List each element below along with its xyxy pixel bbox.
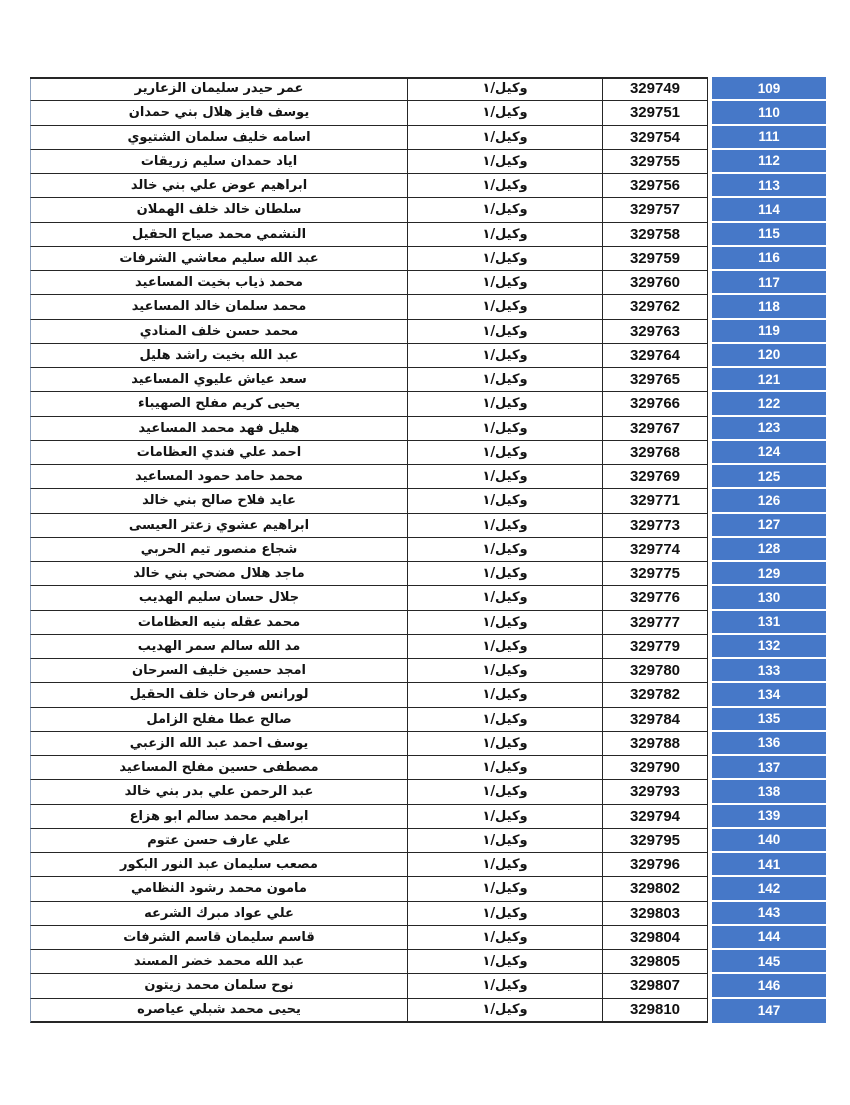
row-number-cell: 113 <box>712 174 826 198</box>
serial-number-cell: 329767 <box>603 417 708 441</box>
row-number-cell: 138 <box>712 780 826 804</box>
rank-cell: وكيل/١ <box>408 320 603 344</box>
serial-number-cell: 329749 <box>603 77 708 101</box>
row-number-cell: 128 <box>712 538 826 562</box>
table-row <box>30 683 826 707</box>
serial-number-cell: 329756 <box>603 174 708 198</box>
table-row <box>30 902 826 926</box>
member-name-cell: عبد الله بخيت راشد هليل <box>30 344 408 368</box>
serial-number-cell: 329810 <box>603 999 708 1023</box>
table-row <box>30 198 826 222</box>
rank-cell: وكيل/١ <box>408 295 603 319</box>
row-number-cell: 139 <box>712 805 826 829</box>
serial-number-cell: 329763 <box>603 320 708 344</box>
table-row <box>30 853 826 877</box>
serial-number-cell: 329780 <box>603 659 708 683</box>
table-row <box>30 611 826 635</box>
rank-cell: وكيل/١ <box>408 392 603 416</box>
roster-table-body <box>30 77 826 1023</box>
member-name-cell: عبد الله محمد خضر المسند <box>30 950 408 974</box>
rank-cell: وكيل/١ <box>408 562 603 586</box>
table-row <box>30 659 826 683</box>
table-row <box>30 538 826 562</box>
member-name-cell: يوسف احمد عبد الله الزعبي <box>30 732 408 756</box>
row-number-cell: 122 <box>712 392 826 416</box>
rank-cell: وكيل/١ <box>408 902 603 926</box>
member-name-cell: عايد فلاح صالح بني خالد <box>30 489 408 513</box>
serial-number-cell: 329751 <box>603 101 708 125</box>
member-name-cell: مصعب سليمان عبد النور البكور <box>30 853 408 877</box>
rank-cell: وكيل/١ <box>408 174 603 198</box>
row-number-cell: 140 <box>712 829 826 853</box>
rank-cell: وكيل/١ <box>408 635 603 659</box>
rank-cell: وكيل/١ <box>408 780 603 804</box>
table-top-border <box>30 77 708 79</box>
table-row <box>30 974 826 998</box>
serial-number-cell: 329765 <box>603 368 708 392</box>
serial-number-cell: 329764 <box>603 344 708 368</box>
member-name-cell: محمد حسن خلف المنادي <box>30 320 408 344</box>
rank-cell: وكيل/١ <box>408 77 603 101</box>
table-row <box>30 562 826 586</box>
table-row <box>30 271 826 295</box>
rank-cell: وكيل/١ <box>408 223 603 247</box>
row-number-cell: 142 <box>712 877 826 901</box>
rank-cell: وكيل/١ <box>408 829 603 853</box>
rank-cell: وكيل/١ <box>408 489 603 513</box>
rank-cell: وكيل/١ <box>408 853 603 877</box>
rank-cell: وكيل/١ <box>408 126 603 150</box>
member-name-cell: عمر حيدر سليمان الزعارير <box>30 77 408 101</box>
member-name-cell: محمد عقله بنيه العظامات <box>30 611 408 635</box>
row-number-cell: 132 <box>712 635 826 659</box>
rank-cell: وكيل/١ <box>408 101 603 125</box>
serial-number-cell: 329771 <box>603 489 708 513</box>
serial-number-cell: 329805 <box>603 950 708 974</box>
rank-cell: وكيل/١ <box>408 974 603 998</box>
member-name-cell: امجد حسين خليف السرحان <box>30 659 408 683</box>
serial-number-cell: 329766 <box>603 392 708 416</box>
serial-number-cell: 329760 <box>603 271 708 295</box>
rank-cell: وكيل/١ <box>408 344 603 368</box>
row-number-cell: 118 <box>712 295 826 319</box>
serial-number-cell: 329807 <box>603 974 708 998</box>
member-name-cell: يوسف فايز هلال بني حمدان <box>30 101 408 125</box>
row-number-cell: 126 <box>712 489 826 513</box>
member-name-cell: علي عواد مبرك الشرعه <box>30 902 408 926</box>
serial-number-cell: 329795 <box>603 829 708 853</box>
member-name-cell: شجاع منصور تيم الحربي <box>30 538 408 562</box>
row-number-cell: 112 <box>712 150 826 174</box>
member-name-cell: مد الله سالم سمر الهديب <box>30 635 408 659</box>
rank-cell: وكيل/١ <box>408 417 603 441</box>
table-row <box>30 174 826 198</box>
table-row <box>30 950 826 974</box>
table-row <box>30 586 826 610</box>
serial-number-cell: 329762 <box>603 295 708 319</box>
serial-number-cell: 329804 <box>603 926 708 950</box>
serial-number-cell: 329757 <box>603 198 708 222</box>
table-row <box>30 417 826 441</box>
rank-cell: وكيل/١ <box>408 441 603 465</box>
member-name-cell: اياد حمدان سليم زريقات <box>30 150 408 174</box>
rank-cell: وكيل/١ <box>408 538 603 562</box>
member-name-cell: يحيى كريم مفلح الصهيباء <box>30 392 408 416</box>
table-row <box>30 392 826 416</box>
member-name-cell: نوح سلمان محمد زيتون <box>30 974 408 998</box>
serial-number-cell: 329793 <box>603 780 708 804</box>
table-row <box>30 732 826 756</box>
rank-cell: وكيل/١ <box>408 732 603 756</box>
rank-cell: وكيل/١ <box>408 368 603 392</box>
row-number-cell: 141 <box>712 853 826 877</box>
table-row <box>30 344 826 368</box>
serial-number-cell: 329796 <box>603 853 708 877</box>
row-number-cell: 124 <box>712 441 826 465</box>
member-name-cell: ماجد هلال مضحي بني خالد <box>30 562 408 586</box>
serial-number-cell: 329794 <box>603 805 708 829</box>
table-row <box>30 514 826 538</box>
row-number-cell: 144 <box>712 926 826 950</box>
rank-cell: وكيل/١ <box>408 514 603 538</box>
rank-cell: وكيل/١ <box>408 683 603 707</box>
row-number-cell: 131 <box>712 611 826 635</box>
row-number-cell: 127 <box>712 514 826 538</box>
member-name-cell: علي عارف حسن عتوم <box>30 829 408 853</box>
table-row <box>30 635 826 659</box>
serial-number-cell: 329769 <box>603 465 708 489</box>
table-row <box>30 368 826 392</box>
row-number-cell: 134 <box>712 683 826 707</box>
member-name-cell: مصطفى حسين مفلح المساعيد <box>30 756 408 780</box>
row-number-cell: 145 <box>712 950 826 974</box>
table-row <box>30 999 826 1023</box>
rank-cell: وكيل/١ <box>408 659 603 683</box>
serial-number-cell: 329802 <box>603 877 708 901</box>
table-row <box>30 247 826 271</box>
serial-number-cell: 329774 <box>603 538 708 562</box>
member-name-cell: صالح عطا مفلح الزامل <box>30 708 408 732</box>
table-row <box>30 708 826 732</box>
member-name-cell: لورانس فرحان خلف الحقيل <box>30 683 408 707</box>
member-name-cell: عبد الرحمن علي بدر بني خالد <box>30 780 408 804</box>
rank-cell: وكيل/١ <box>408 926 603 950</box>
rank-cell: وكيل/١ <box>408 950 603 974</box>
serial-number-cell: 329773 <box>603 514 708 538</box>
member-name-cell: احمد علي فندي العظامات <box>30 441 408 465</box>
member-name-cell: سلطان خالد خلف الهملان <box>30 198 408 222</box>
row-number-cell: 114 <box>712 198 826 222</box>
table-row <box>30 223 826 247</box>
row-number-cell: 110 <box>712 101 826 125</box>
rank-cell: وكيل/١ <box>408 271 603 295</box>
row-number-cell: 111 <box>712 126 826 150</box>
serial-number-cell: 329776 <box>603 586 708 610</box>
rank-cell: وكيل/١ <box>408 756 603 780</box>
member-name-cell: محمد ذياب بخيت المساعيد <box>30 271 408 295</box>
rank-cell: وكيل/١ <box>408 999 603 1023</box>
serial-number-cell: 329779 <box>603 635 708 659</box>
row-number-cell: 133 <box>712 659 826 683</box>
row-number-cell: 115 <box>712 223 826 247</box>
serial-number-cell: 329758 <box>603 223 708 247</box>
rank-cell: وكيل/١ <box>408 877 603 901</box>
serial-number-cell: 329803 <box>603 902 708 926</box>
rank-cell: وكيل/١ <box>408 465 603 489</box>
table-row <box>30 756 826 780</box>
serial-number-cell: 329768 <box>603 441 708 465</box>
rank-cell: وكيل/١ <box>408 708 603 732</box>
row-number-cell: 120 <box>712 344 826 368</box>
table-row <box>30 101 826 125</box>
table-row <box>30 295 826 319</box>
member-name-cell: جلال حسان سليم الهديب <box>30 586 408 610</box>
row-number-cell: 116 <box>712 247 826 271</box>
serial-number-cell: 329759 <box>603 247 708 271</box>
row-number-cell: 136 <box>712 732 826 756</box>
serial-number-cell: 329790 <box>603 756 708 780</box>
serial-number-cell: 329788 <box>603 732 708 756</box>
row-number-cell: 147 <box>712 999 826 1023</box>
roster-table <box>30 77 826 1023</box>
member-name-cell: اسامه خليف سلمان الشتيوي <box>30 126 408 150</box>
rank-cell: وكيل/١ <box>408 150 603 174</box>
member-name-cell: محمد حامد حمود المساعيد <box>30 465 408 489</box>
member-name-cell: ابراهيم عوض علي بني خالد <box>30 174 408 198</box>
row-number-cell: 143 <box>712 902 826 926</box>
table-row <box>30 320 826 344</box>
rank-cell: وكيل/١ <box>408 805 603 829</box>
row-number-cell: 121 <box>712 368 826 392</box>
member-name-cell: محمد سلمان خالد المساعيد <box>30 295 408 319</box>
member-name-cell: ابراهيم محمد سالم ابو هزاع <box>30 805 408 829</box>
rank-cell: وكيل/١ <box>408 247 603 271</box>
row-number-cell: 130 <box>712 586 826 610</box>
rank-cell: وكيل/١ <box>408 198 603 222</box>
table-row <box>30 150 826 174</box>
rank-cell: وكيل/١ <box>408 611 603 635</box>
member-name-cell: سعد عياش عليوي المساعيد <box>30 368 408 392</box>
table-row <box>30 489 826 513</box>
row-number-cell: 119 <box>712 320 826 344</box>
row-number-cell: 123 <box>712 417 826 441</box>
member-name-cell: هليل فهد محمد المساعيد <box>30 417 408 441</box>
row-number-cell: 117 <box>712 271 826 295</box>
member-name-cell: النشمي محمد صياح الحقيل <box>30 223 408 247</box>
serial-number-cell: 329754 <box>603 126 708 150</box>
table-row <box>30 126 826 150</box>
member-name-cell: مامون محمد رشود النظامي <box>30 877 408 901</box>
table-row <box>30 926 826 950</box>
serial-number-cell: 329755 <box>603 150 708 174</box>
table-row <box>30 805 826 829</box>
row-number-cell: 109 <box>712 77 826 101</box>
row-number-cell: 146 <box>712 974 826 998</box>
member-name-cell: يحيى محمد شبلي عياصره <box>30 999 408 1023</box>
member-name-cell: قاسم سليمان قاسم الشرفات <box>30 926 408 950</box>
table-row <box>30 877 826 901</box>
serial-number-cell: 329775 <box>603 562 708 586</box>
member-name-cell: ابراهيم عشوي زعتر العيسى <box>30 514 408 538</box>
table-row <box>30 465 826 489</box>
table-row <box>30 829 826 853</box>
serial-number-cell: 329777 <box>603 611 708 635</box>
row-number-cell: 129 <box>712 562 826 586</box>
table-row <box>30 780 826 804</box>
row-number-cell: 125 <box>712 465 826 489</box>
row-number-cell: 137 <box>712 756 826 780</box>
member-name-cell: عبد الله سليم معاشي الشرفات <box>30 247 408 271</box>
row-number-cell: 135 <box>712 708 826 732</box>
rank-cell: وكيل/١ <box>408 586 603 610</box>
serial-number-cell: 329784 <box>603 708 708 732</box>
table-row <box>30 441 826 465</box>
table-row <box>30 77 826 101</box>
serial-number-cell: 329782 <box>603 683 708 707</box>
